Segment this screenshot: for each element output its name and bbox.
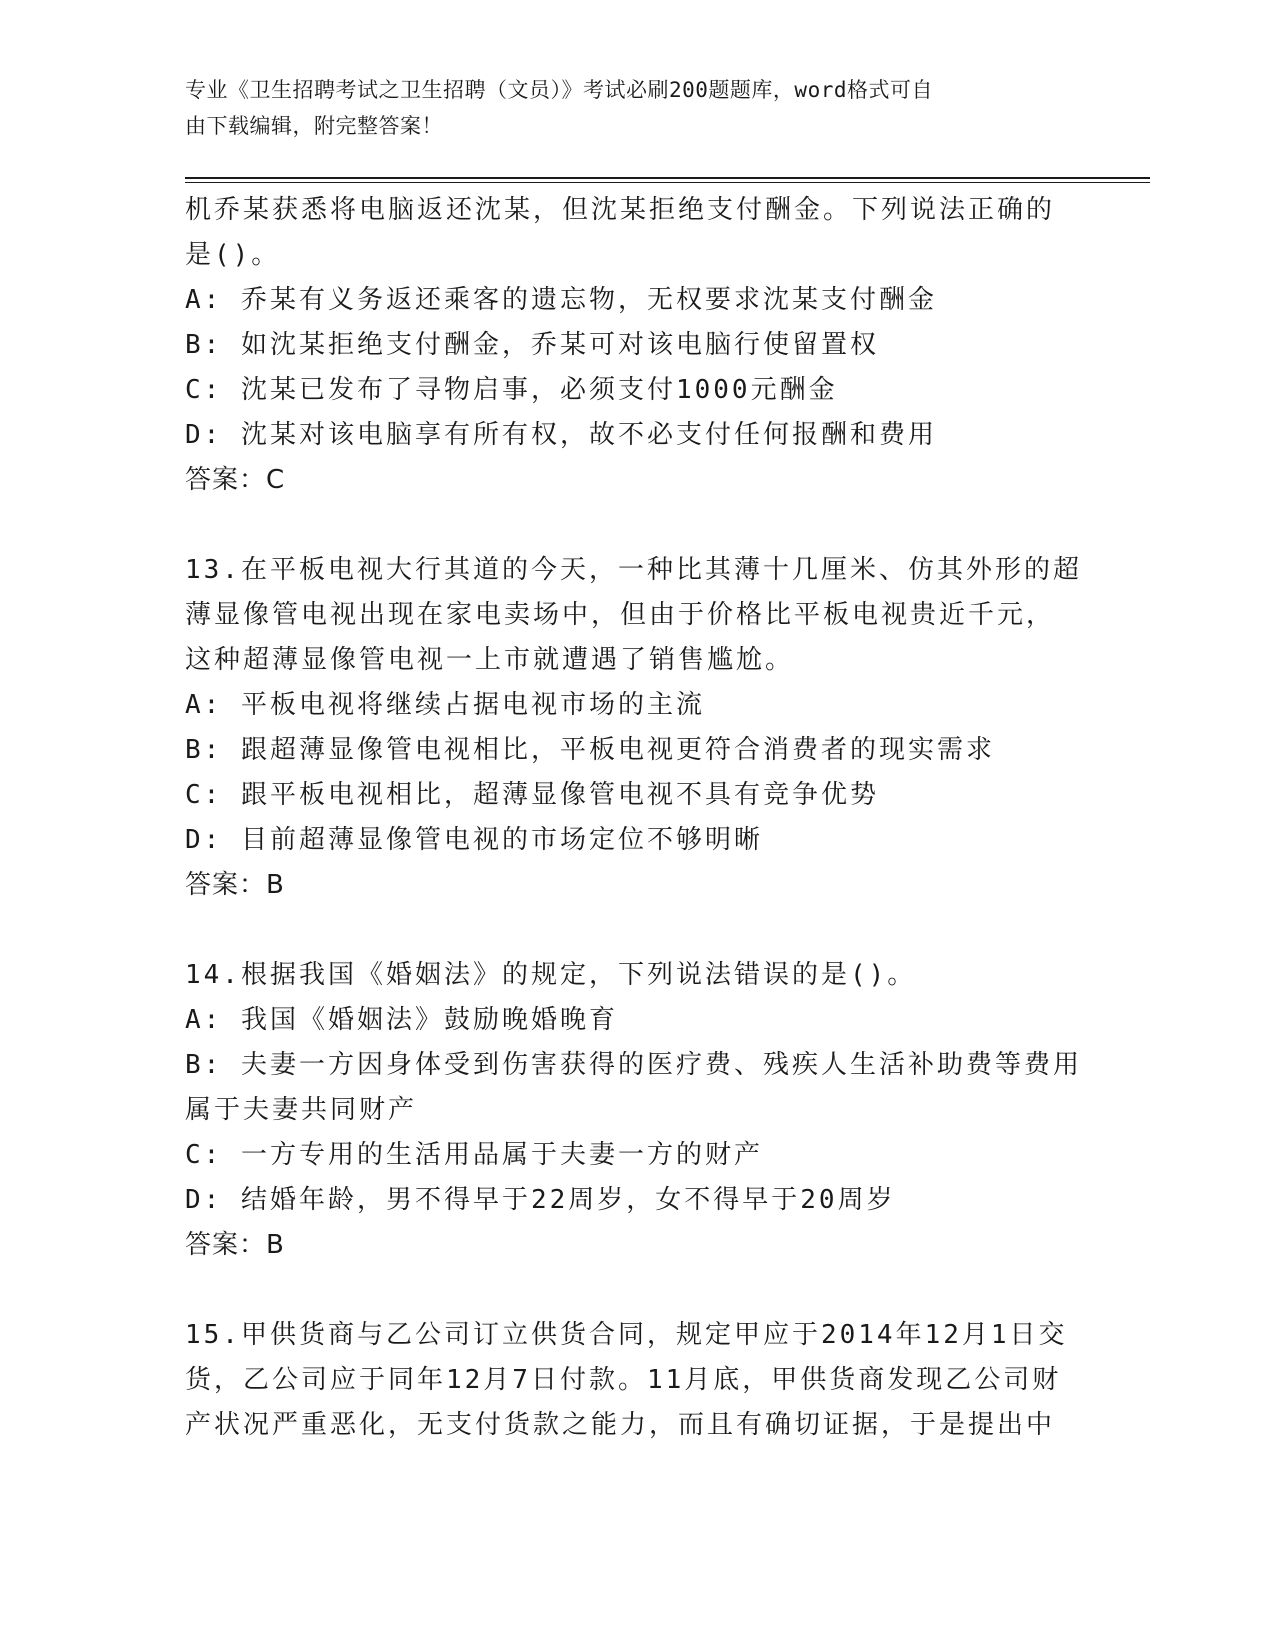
question-12-option-b: B: 如沈某拒绝支付酬金，乔某可对该电脑行使留置权 (185, 330, 879, 360)
spacer (185, 1268, 1085, 1313)
question-15-stem-line-3: 产状况严重恶化，无支付货款之能力，而且有确切证据，于是提出中 (185, 1410, 1056, 1440)
question-14 (185, 953, 1085, 1268)
question-15 (185, 1313, 1085, 1448)
question-12-stem-line-1: 机乔某获悉将电脑返还沈某，但沈某拒绝支付酬金。下列说法正确的 (185, 195, 1056, 225)
question-15-stem-line-2: 货，乙公司应于同年12月7日付款。11月底，甲供货商发现乙公司财 (185, 1365, 1062, 1395)
question-13-stem-line-1: 13.在平板电视大行其道的今天，一种比其薄十几厘米、仿其外形的超 (185, 555, 1082, 585)
question-12-answer: 答案：C (185, 465, 286, 495)
header-rule-thick (185, 177, 1150, 179)
spacer (185, 503, 1085, 548)
question-12-stem-line-2: 是()。 (185, 240, 281, 270)
question-14-option-c: C: 一方专用的生活用品属于夫妻一方的财产 (185, 1140, 763, 1170)
spacer (185, 908, 1085, 953)
header-title-line-1: 专业《卫生招聘考试之卫生招聘（文员）》考试必刷200题题库，word格式可自 (185, 78, 933, 102)
question-13-option-a: A: 平板电视将继续占据电视市场的主流 (185, 690, 705, 720)
question-13-answer: 答案：B (185, 870, 285, 900)
question-13-stem-line-2: 薄显像管电视出现在家电卖场中，但由于价格比平板电视贵近千元， (185, 600, 1056, 630)
question-13 (185, 548, 1085, 908)
question-15-stem-line-1: 15.甲供货商与乙公司订立供货合同，规定甲应于2014年12月1日交 (185, 1320, 1068, 1350)
question-12 (185, 188, 1085, 503)
question-13-stem-line-3: 这种超薄显像管电视一上市就遭遇了销售尴尬。 (185, 645, 795, 675)
question-list (185, 188, 1085, 1448)
question-13-option-b: B: 跟超薄显像管电视相比，平板电视更符合消费者的现实需求 (185, 735, 995, 765)
question-14-option-a: A: 我国《婚姻法》鼓励晚婚晚育 (185, 1005, 618, 1035)
header-rule-thin (185, 182, 1150, 183)
question-14-option-b-line-2: 属于夫妻共同财产 (185, 1095, 418, 1125)
question-14-option-b-line-1: B: 夫妻一方因身体受到伤害获得的医疗费、残疾人生活补助费等费用 (185, 1050, 1082, 1080)
question-14-answer: 答案：B (185, 1230, 285, 1260)
header-title-line-2: 由下载编辑，附完整答案！ (185, 114, 443, 138)
question-12-option-d: D: 沈某对该电脑享有所有权，故不必支付任何报酬和费用 (185, 420, 937, 450)
question-12-option-c: C: 沈某已发布了寻物启事，必须支付1000元酬金 (185, 375, 838, 405)
question-14-option-d: D: 结婚年龄，男不得早于22周岁，女不得早于20周岁 (185, 1185, 896, 1215)
question-12-option-a: A: 乔某有义务返还乘客的遗忘物，无权要求沈某支付酬金 (185, 285, 937, 315)
page-header (185, 72, 1065, 144)
question-14-stem-line-1: 14.根据我国《婚姻法》的规定，下列说法错误的是()。 (185, 960, 917, 990)
question-13-option-d: D: 目前超薄显像管电视的市场定位不够明晰 (185, 825, 763, 855)
question-13-option-c: C: 跟平板电视相比，超薄显像管电视不具有竞争优势 (185, 780, 879, 810)
